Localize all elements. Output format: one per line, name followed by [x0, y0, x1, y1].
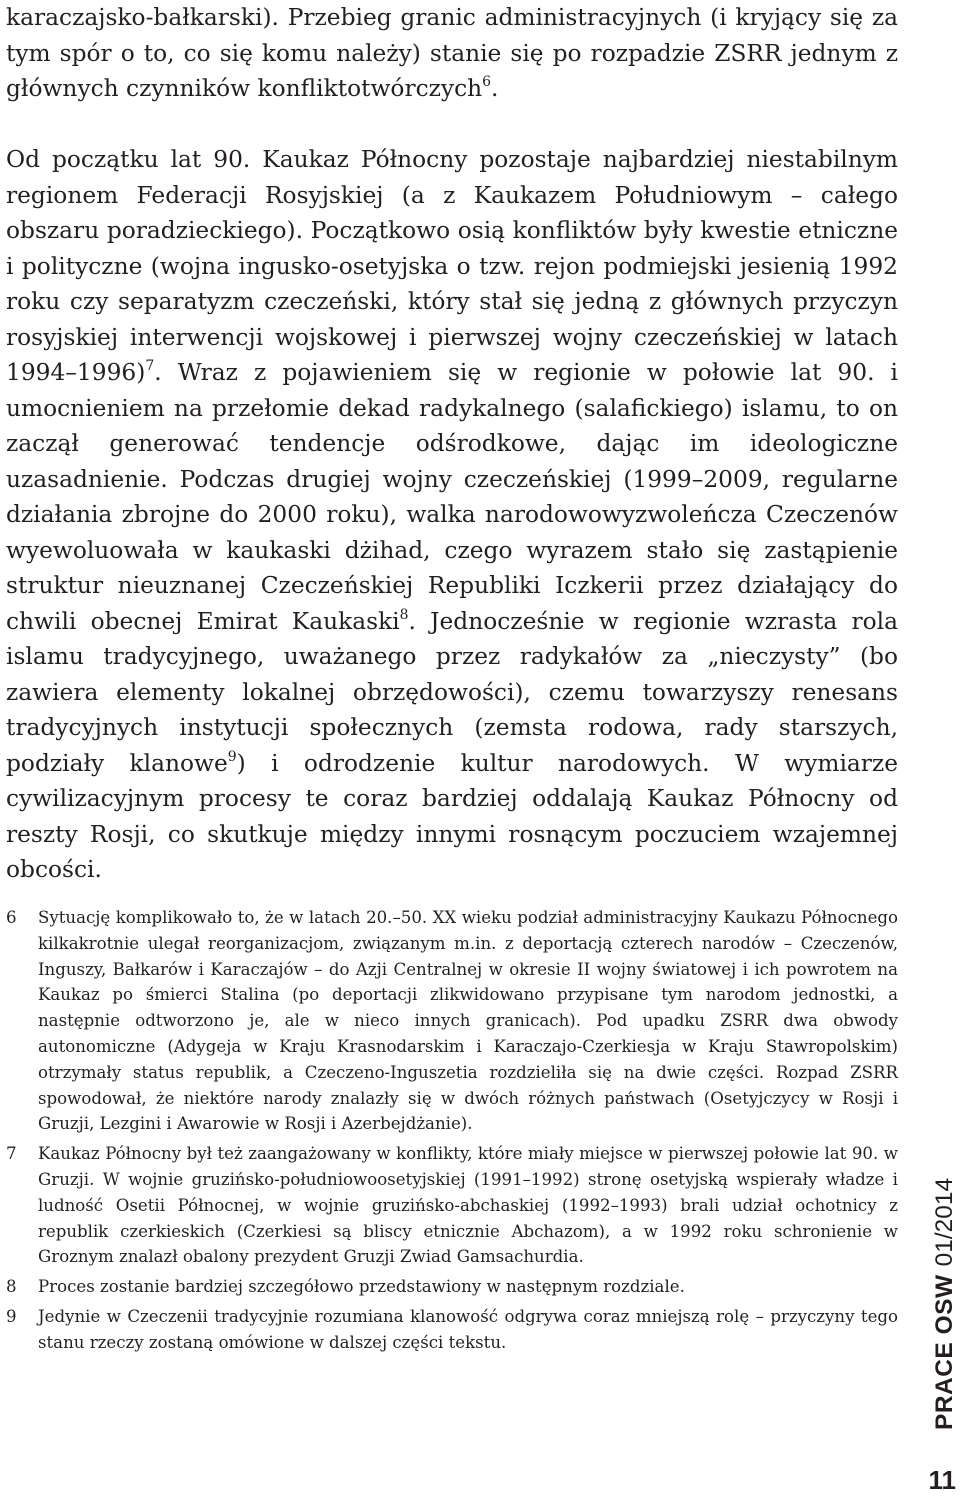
paragraph-1-end: . [491, 75, 499, 102]
footnote-ref-7[interactable]: 7 [145, 358, 155, 375]
publication-sidebar-label [930, 1178, 960, 1430]
paragraph-2-text-c: . Jednocześnie w regionie wzrasta rola islamu tradycyjnego, uważanego przez radykałów za „nieczysty” (bo zawiera elementy lokalnej obrzędowości), czemu towarzyszy renesans tradycyjnych instytucji społecznych (zemsta rodowa, rady starszych, podziały klanowe [6, 607, 898, 777]
paragraph-1 [6, 0, 898, 107]
footnote-text: Jedynie w Czeczenii tradycyjnie rozumiana klanowość odgrywa coraz mniejszą rolę – przyczyny tego stanu rzeczy zostaną omówione w dalszej części tekstu. [38, 1306, 898, 1352]
main-text [6, 0, 898, 888]
footnote-8 [6, 1274, 898, 1300]
footnote-text: Kaukaz Północny był też zaangażowany w konflikty, które miały miejsce w pierwszej połowie lat 90. w Gruzji. W wojnie gruzińsko-południowoosetyjskiej (1991–1992) stronę osetyjską wspierały władze i ludność Osetii Północnej, w wojnie gruzińsko-abchaskiej (1992–1993) brali udział ochotnicy z republik czerkieskich (Czerkiesi są bliscy etnicznie Abchazom), a w 1992 roku schronienie w Groznym znalazł obalony prezydent Gruzji Zwiad Gamsachurdia. [38, 1144, 898, 1267]
footnote-ref-9[interactable]: 9 [227, 748, 237, 765]
footnote-number: 8 [6, 1277, 17, 1297]
paragraph-2 [6, 142, 898, 888]
footnote-number: 7 [6, 1144, 17, 1164]
footnote-9 [6, 1304, 898, 1356]
footnote-ref-8[interactable]: 8 [399, 606, 409, 623]
paragraph-2-text-a: Od początku lat 90. Kaukaz Północny pozostaje najbardziej niestabilnym regionem Federacji Rosyjskiej (a z Kaukazem Południowym – całego obszaru poradzieckiego). Początkowo osią konfliktów były kwestie etniczne i polityczne (wojna ingusko-osetyjska o tzw. rejon podmiejski jesienią 1992 roku czy separatyzm czeczeński, który stał się jedną z głównych przyczyn rosyjskiej interwencji wojskowej i pierwszej wojny czeczeńskiej w latach 1994–1996) [6, 146, 898, 386]
footnote-6 [6, 905, 898, 1137]
footnote-number: 6 [6, 908, 17, 927]
paragraph-2-text-b: . Wraz z pojawieniem się w regionie w połowie lat 90. i umocnieniem na przełomie dekad radykalnego (salafickiego) islamu, to on zaczął generować tendencje odśrodkowe, dając im ideologiczne uzasadnienie. Podczas drugiej wojny czeczeńskiej (1999–2009, regularne działania zbrojne do 2000 roku), walka narodowowyzwoleńcza Czeczenów wyewoluowała w kaukaski dżihad, czego wyrazem stało się zastąpienie struktur nieuznanej Czeczeńskiej Republiki Iczkerii przez działający do chwili obecnej Emirat Kaukaski [6, 359, 898, 635]
paragraph-1-text: karaczajsko-bałkarski). Przebieg granic administracyjnych (i kryjący się za tym spór o to, co się komu należy) stanie się po rozpadzie ZSRR jednym z głównych czynników konfliktotwórczych [6, 4, 898, 102]
paragraph-2-text-d: ) i odrodzenie kultur narodowych. W wymiarze cywilizacyjnym procesy te coraz bardziej oddalają Kaukaz Północny od reszty Rosji, co skutkuje między innymi rosnącym poczuciem wzajemnej obcości. [6, 749, 898, 883]
footnote-number: 9 [6, 1306, 17, 1326]
footnote-text: Sytuację komplikowało to, że w latach 20.–50. XX wieku podział administracyjny Kaukazu Północnego kilkakrotnie ulegał reorganizacjom, związanym m.in. z deportacją czterech narodów – Czeczenów, Inguszy, Bałkarów i Karaczajów – do Azji Centralnej w okresie II wojny światowej i ich powrotem na Kaukaz po śmierci Stalina (po deportacji zlikwidowano przypisane tym narodom jednostki, a następnie odtworzono je, ale w nieco innych granicach). Pod upadku ZSRR dwa obwody autonomiczne (Adygeja w Kraju Krasnodarskim i Karaczajo-Czerkiesja w Kraju Stawropolskim) otrzymały status republik, a Czeczeno-Inguszetia rozdzieliła się na dwie części. Rozpad ZSRR spowodował, że niektóre narody znalazły się w dwóch różnych państwach (Osetyjczycy w Rosji i Gruzji, Lezgini i Awarowie w Rosji i Azerbejdżanie). [38, 908, 898, 1134]
footnote-7 [6, 1141, 898, 1270]
footnote-ref-6[interactable]: 6 [482, 74, 492, 91]
page-number: 11 [928, 1465, 956, 1495]
publication-name: PRACE OSW [931, 1274, 958, 1430]
issue-number: 01/2014 [931, 1177, 958, 1267]
footnotes [6, 905, 898, 1360]
footnote-text: Proces zostanie bardziej szczegółowo przedstawiony w następnym rozdziale. [38, 1277, 685, 1297]
